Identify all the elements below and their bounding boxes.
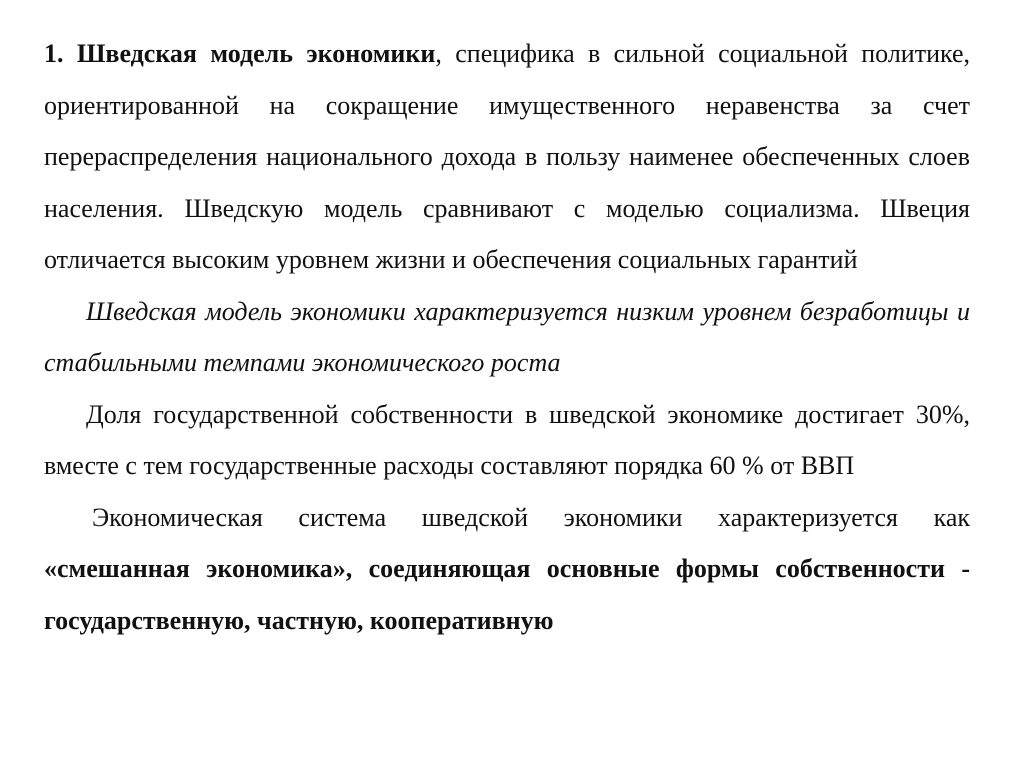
paragraph-heading: 1. Шведская модель экономики [44,39,436,68]
paragraph-bold-text: «смешанная экономика», соединяющая основные формы собственности - государственную, частную, кооперативную [44,554,970,635]
paragraph-text: Доля государственной собственности в шведской экономике достигает 30%, вместе с тем государственные расходы составляют порядка 60 % от ВВП [44,399,970,480]
paragraph-swedish-model-definition [44,28,970,286]
paragraph-text: Экономическая система шведской экономики характеризуется как [92,502,970,532]
paragraph-text: , специфика в сильной социальной политике, ориентированной на сокращение имущественного неравенства за счет перераспределения национального дохода в пользу наименее обеспеченных слоев населения. Шведскую модель сравнивают с моделью социализма. Швеция отличается высоким уровнем жизни и обеспечения социальных гарантий [44,39,971,274]
paragraph-unemployment-growth [44,286,970,389]
document-page [44,28,970,646]
paragraph-text: Шведская модель экономики характеризуется низким уровнем безработицы и стабильными темпами экономического роста [44,296,970,377]
paragraph-mixed-economy [44,492,970,647]
paragraph-state-ownership [44,389,970,492]
